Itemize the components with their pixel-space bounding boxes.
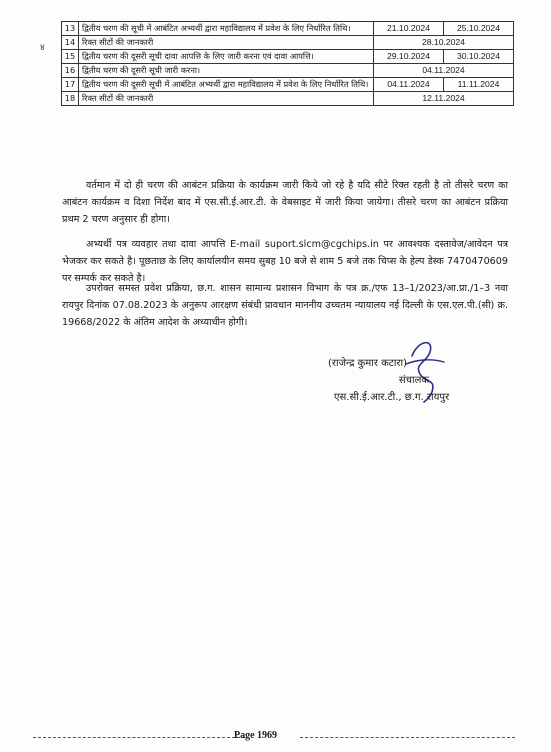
footer-divider-right — [300, 737, 515, 738]
table-row — [62, 64, 514, 78]
row-description: द्वितीय चरण की दूसरी सूची में आबंटित अभ्यर्थी द्वारा महाविद्यालय में प्रवेश के लिए निर्धारित तिथि। — [79, 78, 374, 92]
row-date: 12.11.2024 — [374, 92, 514, 106]
paragraph-contact: अभ्यर्थी पत्र व्यवहार तथा दावा आपत्ति E-mail suport.slcm@cgchips.in पर आवश्यक दस्तावेज/आवेदन पत्र भेजकर कर सकते है। पूछताछ के लिए कार्यालयीन समय सुबह 10 बजे से शाम 5 बजे तक चिप्स के हेल्प डेस्क 7470470609 पर सम्पर्क कर सकते है। — [62, 238, 508, 284]
row-number: 18 — [62, 92, 79, 106]
row-number: 15 — [62, 50, 79, 64]
margin-mark: ४ — [40, 43, 45, 53]
row-description: रिक्त सीटों की जानकारी — [79, 36, 374, 50]
signatory-name: (राजेन्द्र कुमार कटारा) — [328, 358, 407, 369]
row-number: 16 — [62, 64, 79, 78]
table-row — [62, 78, 514, 92]
schedule-table — [61, 21, 514, 106]
row-date-to: 25.10.2024 — [444, 22, 514, 36]
row-date-to: 11.11.2024 — [444, 78, 514, 92]
row-date-to: 30.10.2024 — [444, 50, 514, 64]
signature-block — [324, 355, 504, 406]
table-row — [62, 22, 514, 36]
signatory-organization: एस.सी.ई.आर.टी., छ.ग. रायपुर — [334, 392, 450, 403]
row-description: द्वितीय चरण की दूसरी सूची दावा आपत्ति के लिए जारी करना एवं दावा आपत्ति। — [79, 50, 374, 64]
row-date-from: 21.10.2024 — [374, 22, 444, 36]
table-row — [62, 92, 514, 106]
row-number: 14 — [62, 36, 79, 50]
row-date-from: 29.10.2024 — [374, 50, 444, 64]
row-description: द्वितीय चरण की सूची में आबंटित अभ्यर्थी द्वारा महाविद्यालय में प्रवेश के लिए निर्धारित तिथि। — [79, 22, 374, 36]
row-date-from: 04.11.2024 — [374, 78, 444, 92]
table-row — [62, 36, 514, 50]
page-number: Page 1969 — [234, 730, 278, 741]
table-row — [62, 50, 514, 64]
row-number: 13 — [62, 22, 79, 36]
paragraph-reservation: उपरोक्त समस्त प्रवेश प्रक्रिया, छ.ग. शासन सामान्य प्रशासन विभाग के पत्र क्र./एफ 13–1/2023/आ.प्रा./1–3 नवा रायपुर दिनांक 07.08.2023 के अनुरूप आरक्षण संबंधी प्रावधान माननीय उच्चतम न्यायालय नई दिल्ली के एस.एल.पी.(सी) क्र. 19668/2022 के अंतिम आदेश के अध्याधीन होगी। — [62, 282, 508, 328]
row-date: 04.11.2024 — [374, 64, 514, 78]
row-number: 17 — [62, 78, 79, 92]
row-date: 28.10.2024 — [374, 36, 514, 50]
footer-divider-left — [33, 737, 245, 738]
row-description: द्वितीय चरण की दूसरी सूची जारी करना। — [79, 64, 374, 78]
row-description: रिक्त सीटों की जानकारी — [79, 92, 374, 106]
signatory-title: संचालक — [398, 375, 430, 386]
paragraph-allotment-process: वर्तमान में दो ही चरण की आबंटन प्रक्रिया के कार्यक्रम जारी किये जो रहे है यदि सीटे रिक्त रहती है तो तीसरे चरण का आबंटन कार्यक्रम व दिशा निर्देश बाद में एस.सी.ई.आर.टी. के वेबसाइट में जारी किया जायेगा। तीसरे चरण का आबंटन प्रक्रिया प्रथम 2 चरण अनुसार ही होगा। — [62, 179, 508, 225]
